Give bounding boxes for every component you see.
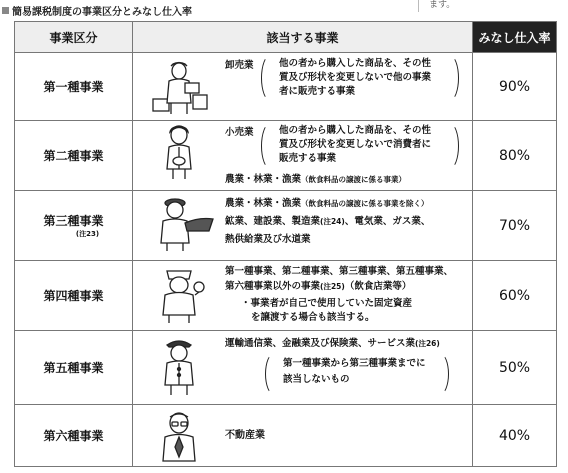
service-worker-figure-icon: [153, 335, 205, 397]
business-line-1: 運輸通信業、金融業及び保険業、サービス業(注26): [225, 338, 440, 349]
header-category: 事業区分: [15, 22, 133, 53]
category-cell: 第四種事業: [15, 261, 133, 331]
top-bar: [0, 0, 568, 22]
business-line-4: を譲渡する場合も該当する。: [251, 312, 375, 323]
header-rate: みなし仕入率: [473, 22, 557, 53]
table-row: [15, 53, 557, 121]
business-cell: [133, 261, 473, 331]
table-row: [15, 331, 557, 405]
rate-cell: 40%: [473, 405, 557, 467]
business-label: 小売業: [225, 127, 254, 138]
right-paren: [431, 353, 449, 395]
business-label: 卸売業: [225, 60, 254, 71]
category-cell: 第六種事業: [15, 405, 133, 467]
business-cell: [133, 405, 473, 467]
business-line-3: 熱供給業及び水道業: [225, 234, 311, 245]
business-extra: 農業・林業・漁業（飲食料品の譲渡に係る事業）: [225, 174, 407, 185]
caption-text: 簡易課税制度の事業区分とみなし仕入率: [12, 7, 192, 18]
category-note: (注23): [75, 230, 100, 238]
left-paren: [261, 55, 279, 101]
rate-cell: 80%: [473, 121, 557, 191]
business-description: 他の者から購入した商品を、その性 質及び形状を変更しないで消費者に 販売する事業: [279, 125, 432, 164]
business-line-2: 第六種事業以外の事業(注25)（飲食店業等）: [225, 281, 412, 292]
top-right-text: ます。: [418, 0, 455, 12]
business-line-1: 農業・林業・漁業（飲食料品の譲渡に係る事業を除く）: [225, 198, 429, 209]
right-paren: [441, 55, 459, 101]
table-caption: [2, 3, 192, 18]
rate-cell: 90%: [473, 53, 557, 121]
business-line-3: ・事業者が自己で使用していた固定資産: [241, 298, 413, 309]
business-cell: [133, 191, 473, 261]
table-row: [15, 405, 557, 467]
rate-cell: 70%: [473, 191, 557, 261]
business-cell: [133, 331, 473, 405]
left-paren: [265, 353, 283, 395]
business-cell: [133, 53, 473, 121]
business-line-2: 鉱業、建設業、製造業(注24)、電気業、ガス業、: [225, 216, 431, 227]
business-line-1: 第一種事業、第二種事業、第三種事業、第五種事業、: [225, 266, 454, 277]
category-cell: [15, 191, 133, 261]
business-description: 他の者から購入した商品を、その性 質及び形状を変更しないで他の事業 者に販売する事業: [279, 58, 432, 97]
chef-figure-icon: [151, 265, 207, 325]
table-row: [15, 261, 557, 331]
rate-cell: 60%: [473, 261, 557, 331]
category-cell: 第五種事業: [15, 331, 133, 405]
table-header-row: [15, 22, 557, 53]
business-description: 第一種事業から第三種事業までに 該当しないもの: [283, 358, 426, 385]
category-cell: 第二種事業: [15, 121, 133, 191]
wholesaler-figure-icon: [151, 59, 211, 117]
table-row: [15, 191, 557, 261]
business-line-1: 不動産業: [225, 430, 265, 441]
farmer-figure-icon: [147, 195, 217, 253]
realtor-figure-icon: [153, 409, 205, 463]
table-row: [15, 121, 557, 191]
category-cell: 第一種事業: [15, 53, 133, 121]
retailer-figure-icon: [153, 123, 205, 181]
rate-cell: 50%: [473, 331, 557, 405]
category-label: 第三種事業: [43, 214, 104, 228]
business-cell: [133, 121, 473, 191]
business-category-table: [14, 21, 557, 467]
right-paren: [441, 123, 459, 169]
left-paren: [261, 123, 279, 169]
header-business: 該当する事業: [133, 22, 473, 53]
square-bullet-icon: [2, 7, 9, 14]
